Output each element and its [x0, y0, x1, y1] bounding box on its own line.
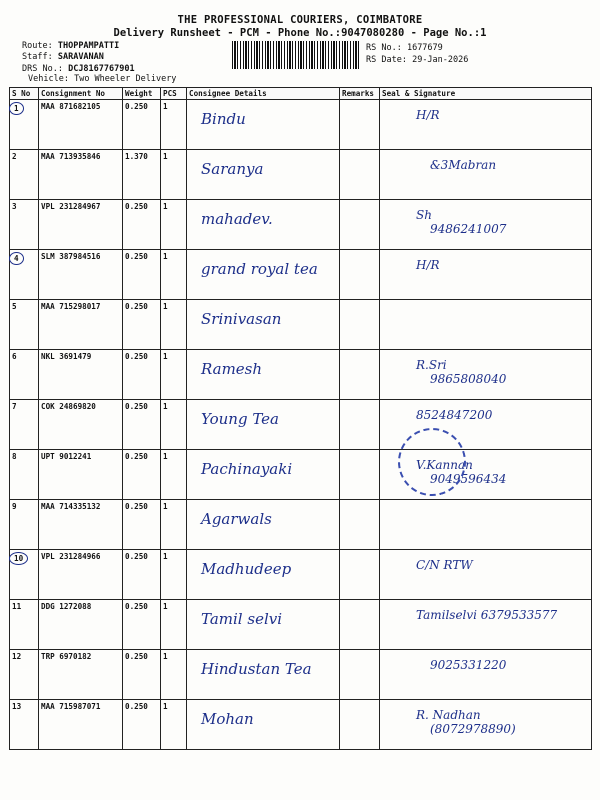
cell-weight: 0.250	[123, 650, 161, 700]
signature-phone: 9865808040	[430, 372, 507, 386]
cell-sno	[10, 450, 39, 500]
cell-weight: 0.250	[123, 300, 161, 350]
signature-text: R. Nadhan	[416, 708, 481, 722]
cell-sno	[10, 500, 39, 550]
sno-text: 10	[9, 552, 28, 565]
signature-phone: (8072978890)	[430, 722, 516, 736]
signature-text: V.Kannan	[416, 458, 473, 472]
cell-consignee: Ramesh	[187, 350, 340, 400]
cell-remarks	[340, 500, 380, 550]
cell-weight: 0.250	[123, 350, 161, 400]
signature-text: H/R	[416, 108, 440, 122]
cell-consignment: NKL 3691479	[39, 350, 123, 400]
signature-phone: 9025331220	[430, 658, 507, 672]
signature-phone: 9486241007	[430, 222, 507, 236]
col-header-pcs: PCS	[161, 88, 187, 100]
cell-pcs: 1	[161, 450, 187, 500]
staff-value: SARAVANAN	[57, 52, 104, 62]
cell-consignee: Srinivasan	[187, 300, 340, 350]
cell-pcs: 1	[161, 600, 187, 650]
cell-pcs: 1	[161, 150, 187, 200]
cell-signature	[380, 650, 592, 700]
cell-sno	[10, 250, 39, 300]
barcode-image	[232, 41, 360, 69]
cell-consignee: Pachinayaki	[187, 450, 340, 500]
sno-text: 1	[9, 102, 24, 115]
rs-date-value: 29-Jan-2026	[412, 55, 469, 65]
table-row	[10, 250, 592, 300]
cell-signature	[380, 300, 592, 350]
cell-remarks	[340, 700, 380, 750]
table-row	[10, 700, 592, 750]
runsheet-table	[9, 87, 592, 750]
rs-date-line	[366, 55, 468, 66]
runsheet-subtitle: Delivery Runsheet - PCM - Phone No.:9047080280 - Page No.:1	[113, 27, 487, 39]
cell-weight: 0.250	[123, 700, 161, 750]
sno-text: 5	[12, 302, 17, 311]
col-header-consignee: Consignee Details	[187, 88, 340, 100]
cell-remarks	[340, 250, 380, 300]
sno-text: 12	[12, 652, 22, 661]
cell-consignment: COK 24869820	[39, 400, 123, 450]
cell-sno	[10, 150, 39, 200]
signature-text: Sh	[416, 208, 432, 222]
cell-consignee: grand royal tea	[187, 250, 340, 300]
cell-consignment: DDG 1272088	[39, 600, 123, 650]
rs-no-value: 1677679	[406, 43, 443, 53]
cell-consignee: Young Tea	[187, 400, 340, 450]
cell-remarks	[340, 100, 380, 150]
sno-text: 9	[12, 502, 17, 511]
cell-weight: 0.250	[123, 200, 161, 250]
rs-no-line	[366, 43, 443, 54]
drs-label: DRS No.:	[22, 64, 63, 74]
table-row	[10, 500, 592, 550]
cell-remarks	[340, 600, 380, 650]
signature-phone: &3Mabran	[430, 158, 497, 172]
cell-pcs: 1	[161, 200, 187, 250]
cell-sno	[10, 100, 39, 150]
route-label: Route:	[22, 41, 53, 51]
cell-signature	[380, 150, 592, 200]
table-row	[10, 550, 592, 600]
cell-consignment: MAA 715987071	[39, 700, 123, 750]
cell-pcs: 1	[161, 650, 187, 700]
cell-sno	[10, 700, 39, 750]
signature-text: Tamilselvi 6379533577	[416, 608, 558, 622]
sno-text: 11	[12, 602, 22, 611]
cell-remarks	[340, 350, 380, 400]
route-line	[22, 41, 119, 52]
signature-text: H/R	[416, 258, 440, 272]
cell-remarks	[340, 200, 380, 250]
cell-weight: 0.250	[123, 500, 161, 550]
cell-consignee: Mohan	[187, 700, 340, 750]
cell-consignment: SLM 387984516	[39, 250, 123, 300]
cell-pcs: 1	[161, 550, 187, 600]
cell-consignee: Saranya	[187, 150, 340, 200]
col-header-signature: Seal & Signature	[380, 88, 592, 100]
sno-text: 6	[12, 352, 17, 361]
cell-pcs: 1	[161, 700, 187, 750]
cell-sno	[10, 300, 39, 350]
sno-text: 4	[9, 252, 24, 265]
table-row	[10, 300, 592, 350]
rs-date-label: RS Date:	[366, 55, 407, 65]
cell-consignment: MAA 715298017	[39, 300, 123, 350]
cell-sno	[10, 600, 39, 650]
col-header-consignment: Consignment No	[39, 88, 123, 100]
staff-line	[22, 52, 104, 63]
rs-no-label: RS No.:	[366, 43, 402, 53]
cell-weight: 0.250	[123, 550, 161, 600]
cell-pcs: 1	[161, 300, 187, 350]
cell-consignment: TRP 6970182	[39, 650, 123, 700]
sno-text: 8	[12, 452, 17, 461]
cell-consignment: VPL 231284966	[39, 550, 123, 600]
cell-signature	[380, 200, 592, 250]
cell-remarks	[340, 150, 380, 200]
staff-label: Staff:	[22, 52, 53, 62]
cell-signature	[380, 500, 592, 550]
cell-signature	[380, 350, 592, 400]
cell-sno	[10, 550, 39, 600]
table-row	[10, 650, 592, 700]
col-header-sno: S No	[10, 88, 39, 100]
cell-consignment: MAA 871682105	[39, 100, 123, 150]
cell-remarks	[340, 400, 380, 450]
table-row	[10, 150, 592, 200]
cell-signature	[380, 250, 592, 300]
signature-text: 8524847200	[416, 408, 493, 422]
drs-value: DCJ8167767901	[68, 64, 135, 74]
cell-consignee: mahadev.	[187, 200, 340, 250]
cell-sno	[10, 650, 39, 700]
cell-consignee: Tamil selvi	[187, 600, 340, 650]
cell-remarks	[340, 450, 380, 500]
table-row	[10, 450, 592, 500]
table-row	[10, 100, 592, 150]
cell-pcs: 1	[161, 500, 187, 550]
signature-phone: 9049596434	[430, 472, 507, 486]
cell-consignment: UPT 9012241	[39, 450, 123, 500]
vehicle-value: Two Wheeler Delivery	[74, 74, 177, 84]
table-row	[10, 400, 592, 450]
route-value: THOPPAMPATTI	[57, 41, 120, 51]
cell-remarks	[340, 650, 380, 700]
cell-consignment: MAA 713935846	[39, 150, 123, 200]
cell-weight: 0.250	[123, 450, 161, 500]
cell-consignee: Bindu	[187, 100, 340, 150]
cell-signature	[380, 100, 592, 150]
cell-sno	[10, 200, 39, 250]
cell-weight: 1.370	[123, 150, 161, 200]
cell-weight: 0.250	[123, 100, 161, 150]
sno-text: 3	[12, 202, 17, 211]
signature-text: C/N RTW	[416, 558, 473, 572]
vehicle-label: Vehicle:	[28, 74, 69, 84]
table-row	[10, 200, 592, 250]
cell-sno	[10, 350, 39, 400]
col-header-remarks: Remarks	[340, 88, 380, 100]
table-row	[10, 600, 592, 650]
sno-text: 2	[12, 152, 17, 161]
cell-weight: 0.250	[123, 600, 161, 650]
signature-text: R.Sri	[416, 358, 447, 372]
cell-pcs: 1	[161, 250, 187, 300]
cell-weight: 0.250	[123, 250, 161, 300]
cell-consignee: Agarwals	[187, 500, 340, 550]
cell-pcs: 1	[161, 350, 187, 400]
company-title: THE PROFESSIONAL COURIERS, COIMBATORE	[177, 14, 423, 26]
vehicle-line	[28, 74, 176, 85]
col-header-weight: Weight	[123, 88, 161, 100]
sno-text: 7	[12, 402, 17, 411]
cell-signature	[380, 550, 592, 600]
cell-remarks	[340, 300, 380, 350]
cell-signature	[380, 600, 592, 650]
sno-text: 13	[12, 702, 22, 711]
cell-signature	[380, 700, 592, 750]
cell-weight: 0.250	[123, 400, 161, 450]
cell-consignment: VPL 231284967	[39, 200, 123, 250]
table-row	[10, 350, 592, 400]
cell-consignee: Hindustan Tea	[187, 650, 340, 700]
cell-remarks	[340, 550, 380, 600]
cell-sno	[10, 400, 39, 450]
cell-pcs: 1	[161, 100, 187, 150]
table-header-row	[10, 88, 592, 100]
cell-pcs: 1	[161, 400, 187, 450]
cell-consignee: Madhudeep	[187, 550, 340, 600]
cell-consignment: MAA 714335132	[39, 500, 123, 550]
